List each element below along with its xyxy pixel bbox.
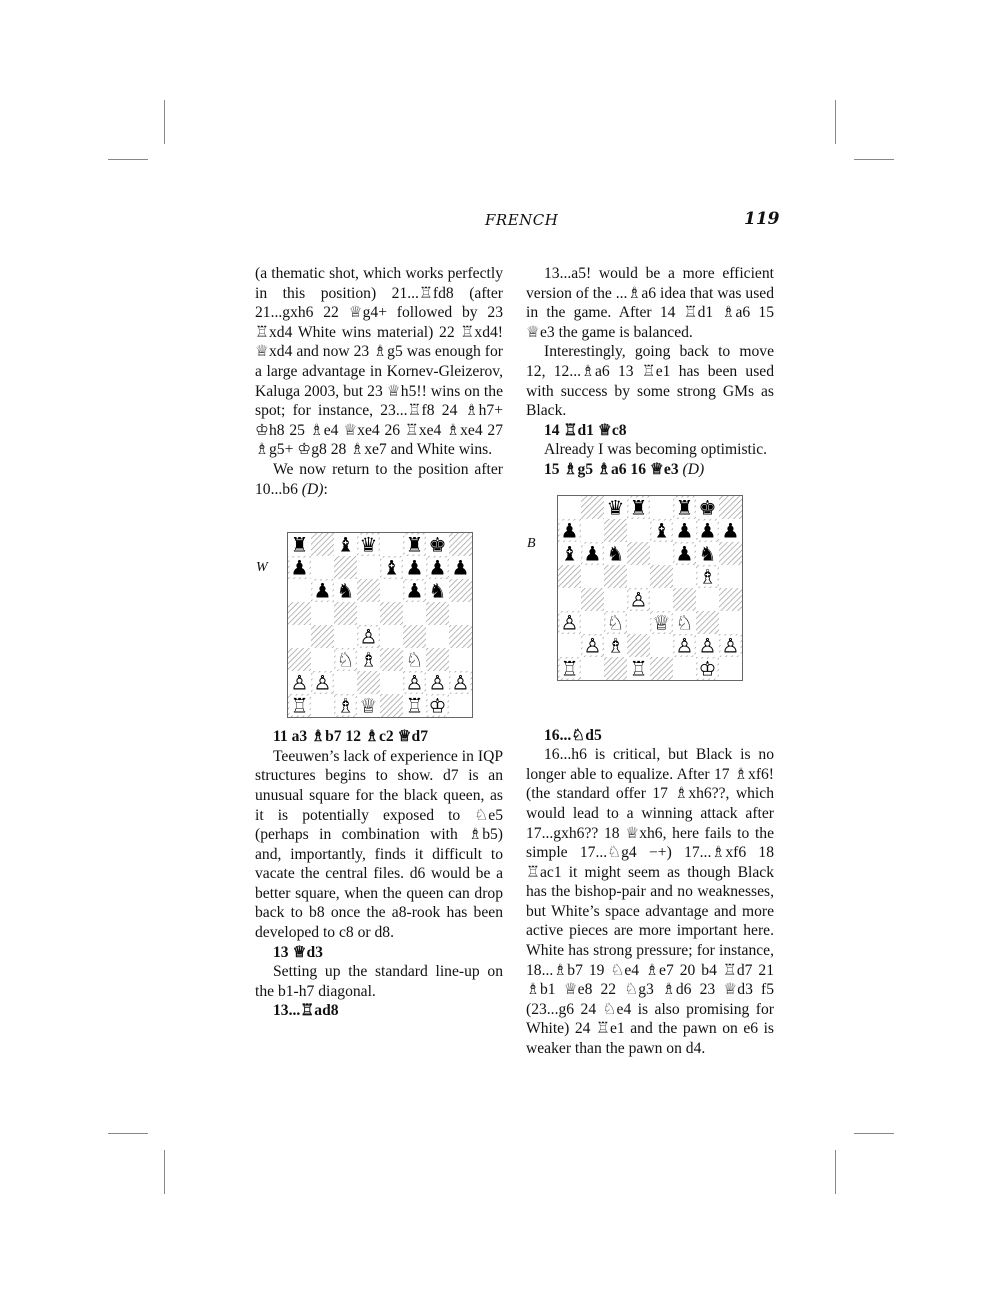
chess-piece: ♞ [428, 578, 447, 603]
move-line: 11 a3 ♗b7 12 ♗c2 ♕d7 [273, 728, 429, 746]
dark-square [357, 671, 380, 694]
move-line: 16...♘d5 [544, 726, 602, 744]
crop-mark [164, 1150, 165, 1194]
chess-piece: ♙ [451, 670, 470, 695]
light-square [650, 496, 673, 519]
dark-square [311, 625, 334, 648]
crop-mark [854, 159, 894, 160]
chess-piece: ♝ [382, 555, 401, 580]
chess-piece: ♟ [451, 555, 470, 580]
light-square [311, 602, 334, 625]
chess-piece: ♟ [675, 518, 694, 543]
chess-piece: ♘ [606, 610, 625, 635]
light-square [719, 565, 742, 588]
dark-square [357, 579, 380, 602]
chess-board-diagram-2 [557, 495, 743, 681]
dark-square [288, 648, 311, 671]
side-to-move-label: W [256, 560, 268, 576]
chess-piece: ♟ [583, 541, 602, 566]
light-square [673, 565, 696, 588]
dark-square [696, 611, 719, 634]
light-square [719, 657, 742, 680]
dark-square [380, 602, 403, 625]
light-square [311, 556, 334, 579]
crop-mark [835, 100, 836, 144]
chess-piece: ♟ [721, 518, 740, 543]
light-square [311, 648, 334, 671]
chess-piece: ♚ [428, 533, 447, 557]
light-square [581, 519, 604, 542]
left-column [255, 264, 503, 1021]
dark-square [380, 694, 403, 717]
chess-piece: ♘ [336, 647, 355, 672]
commentary-paragraph: Setting up the standard line-up on the b1-h7 diagonal. [255, 963, 503, 1000]
dark-square [581, 588, 604, 611]
chess-piece: ♖ [560, 656, 579, 680]
chess-piece: ♛ [606, 495, 625, 520]
light-square [449, 648, 472, 671]
chess-piece: ♗ [606, 633, 625, 658]
light-square [403, 602, 426, 625]
chess-piece: ♔ [428, 693, 447, 718]
light-square [380, 625, 403, 648]
light-square [673, 657, 696, 680]
crop-mark [854, 1133, 894, 1134]
dark-square [311, 533, 334, 556]
light-square [449, 694, 472, 717]
light-square [650, 588, 673, 611]
diagram-reference: (D) [682, 460, 705, 478]
chess-piece: ♟ [290, 555, 309, 580]
dark-square [650, 565, 673, 588]
commentary-paragraph: We now return to the position after 10...b6 (D): [255, 460, 503, 498]
light-square [627, 611, 650, 634]
chess-piece: ♟ [698, 518, 717, 543]
chess-piece: ♘ [675, 610, 694, 635]
commentary-paragraph: Teeuwen’s lack of experience in IQP structures begins to show. d7 is an unusual square for the black queen, as it is potentially exposed to ♘e5 (perhaps in combination with ♗b5) and, importantly, finds it difficult to vacate the central files. d6 would be a better square, when the queen can drop back to b8 once the a8-rook has been developed to c8 or d8. [255, 747, 503, 942]
dark-square [719, 542, 742, 565]
crop-mark [108, 1133, 148, 1134]
chess-piece: ♙ [428, 670, 447, 695]
chess-piece: ♟ [405, 578, 424, 603]
dark-square [604, 657, 627, 680]
chess-piece: ♜ [405, 533, 424, 557]
chess-piece: ♘ [405, 647, 424, 672]
side-to-move-label: B [527, 535, 536, 551]
dark-square [334, 602, 357, 625]
dark-square [650, 657, 673, 680]
chess-piece: ♚ [698, 495, 717, 520]
diagram-block [255, 499, 503, 727]
light-square [380, 533, 403, 556]
light-square [650, 634, 673, 657]
dark-square [604, 565, 627, 588]
move-line: 15 ♗g5 ♗a6 16 ♕e3 (D) [544, 460, 705, 478]
light-square [357, 556, 380, 579]
chess-piece: ♝ [560, 541, 579, 566]
chess-piece: ♙ [359, 624, 378, 649]
chess-piece: ♖ [405, 693, 424, 718]
chess-piece: ♟ [560, 518, 579, 543]
move-line: 13...♖ad8 [273, 1002, 339, 1020]
dark-square [604, 519, 627, 542]
right-column [526, 264, 774, 1059]
light-square [288, 625, 311, 648]
running-head-title: FRENCH [485, 211, 559, 229]
move-line: 14 ♖d1 ♕c8 [544, 421, 627, 439]
light-square [627, 519, 650, 542]
diagram-block [526, 480, 774, 726]
page-number: 119 [744, 209, 780, 229]
chess-piece: ♙ [560, 610, 579, 635]
light-square [650, 542, 673, 565]
light-square [380, 579, 403, 602]
chess-piece: ♟ [313, 578, 332, 603]
light-square [426, 625, 449, 648]
dark-square [288, 602, 311, 625]
chess-piece: ♛ [359, 533, 378, 557]
light-square [604, 588, 627, 611]
chess-piece: ♜ [675, 495, 694, 520]
light-square [288, 579, 311, 602]
chess-piece: ♞ [336, 578, 355, 603]
dark-square [581, 496, 604, 519]
chess-piece: ♙ [675, 633, 694, 658]
light-square [581, 611, 604, 634]
commentary-paragraph: Already I was becoming optimistic. [544, 441, 768, 459]
chess-piece: ♟ [405, 555, 424, 580]
light-square [581, 657, 604, 680]
commentary-paragraph: Interestingly, going back to move 12, 12...♗a6 13 ♖e1 has been used with success by some strong GMs as Black. [526, 343, 774, 420]
chess-piece: ♙ [721, 633, 740, 658]
chess-piece: ♖ [629, 656, 648, 680]
crop-mark [164, 100, 165, 144]
light-square [334, 671, 357, 694]
chess-piece: ♗ [698, 564, 717, 589]
chess-board-diagram-1 [287, 532, 473, 718]
chess-piece: ♗ [336, 693, 355, 718]
chess-piece: ♙ [583, 633, 602, 658]
diagram-reference: (D) [301, 480, 324, 498]
light-square [558, 496, 581, 519]
crop-mark [835, 1150, 836, 1194]
chess-piece: ♜ [290, 533, 309, 557]
dark-square [426, 648, 449, 671]
chess-piece: ♙ [290, 670, 309, 695]
board-svg [288, 533, 472, 717]
light-square [558, 634, 581, 657]
chess-piece: ♙ [698, 633, 717, 658]
light-square [719, 611, 742, 634]
chess-piece: ♕ [652, 610, 671, 635]
running-head [0, 211, 1000, 235]
commentary-paragraph: 13...a5! would be a more efficient version of the ...♗a6 idea that was used in the game. After 14 ♖d1 ♗a6 15 ♕e3 the game is balanced. [526, 265, 774, 341]
dark-square [673, 588, 696, 611]
light-square [334, 625, 357, 648]
light-square [696, 588, 719, 611]
chess-piece: ♞ [606, 541, 625, 566]
dark-square [426, 602, 449, 625]
chess-piece: ♝ [652, 518, 671, 543]
light-square [449, 602, 472, 625]
chess-piece: ♝ [336, 533, 355, 557]
dark-square [719, 588, 742, 611]
light-square [357, 602, 380, 625]
dark-square [403, 625, 426, 648]
dark-square [449, 625, 472, 648]
chess-piece: ♙ [629, 587, 648, 612]
chess-piece: ♕ [359, 693, 378, 718]
light-square [311, 694, 334, 717]
chess-piece: ♙ [313, 670, 332, 695]
light-square [558, 588, 581, 611]
chess-piece: ♜ [629, 495, 648, 520]
dark-square [719, 496, 742, 519]
commentary-paragraph: 16...h6 is critical, but Black is no longer able to equalize. After 17 ♗xf6! (the standard offer 17 ♗xh6??, which would lead to a winning attack after 17...gxh6?? 18 ♕xh6, here fails to the simple 17...♘g4 −+) 17...♗xf6 18 ♖ac1 it might seem as though Black has the bishop-pair and no weaknesses, but White’s space advantage and more active pieces are more important here. White has strong pressure; for instance, 18...♗b7 19 ♘e4 ♗e7 20 b4 ♖d7 21 ♗b1 ♕e8 22 ♘g3 ♗d6 23 ♕d3 f5 (23...g6 24 ♘e4 is also promising for White) 24 ♖e1 and the pawn on e6 is weaker than the pawn on d4. [526, 746, 774, 1058]
chess-piece: ♙ [405, 670, 424, 695]
dark-square [558, 565, 581, 588]
chess-piece: ♟ [428, 555, 447, 580]
light-square [627, 565, 650, 588]
dark-square [334, 556, 357, 579]
crop-mark [108, 159, 148, 160]
dark-square [449, 579, 472, 602]
light-square [581, 565, 604, 588]
dark-square [380, 648, 403, 671]
chess-piece: ♖ [290, 693, 309, 718]
dark-square [627, 542, 650, 565]
move-line: 13 ♕d3 [273, 943, 323, 961]
dark-square [449, 533, 472, 556]
chess-piece: ♞ [698, 541, 717, 566]
chess-piece: ♔ [698, 656, 717, 680]
board-svg [558, 496, 742, 680]
commentary-paragraph: (a thematic shot, which works perfectly in this position) 21...♖fd8 (after 21...gxh6 22 ♕g4+ followed by 23 ♖xd4 White wins material) 22 ♖xd4! ♕xd4 and now 23 ♗g5 was enough for a large advantage in Kornev-Gleizerov, Kaluga 2003, but 23 ♕h5!! wins on the spot; for instance, 23...♖f8 24 ♗h7+ ♔h8 25 ♗e4 ♕xe4 26 ♖xe4 ♗xe4 27 ♗g5+ ♔g8 28 ♗xe7 and White wins. [255, 265, 503, 459]
chess-piece: ♟ [675, 541, 694, 566]
chess-piece: ♗ [359, 647, 378, 672]
light-square [380, 671, 403, 694]
dark-square [627, 634, 650, 657]
